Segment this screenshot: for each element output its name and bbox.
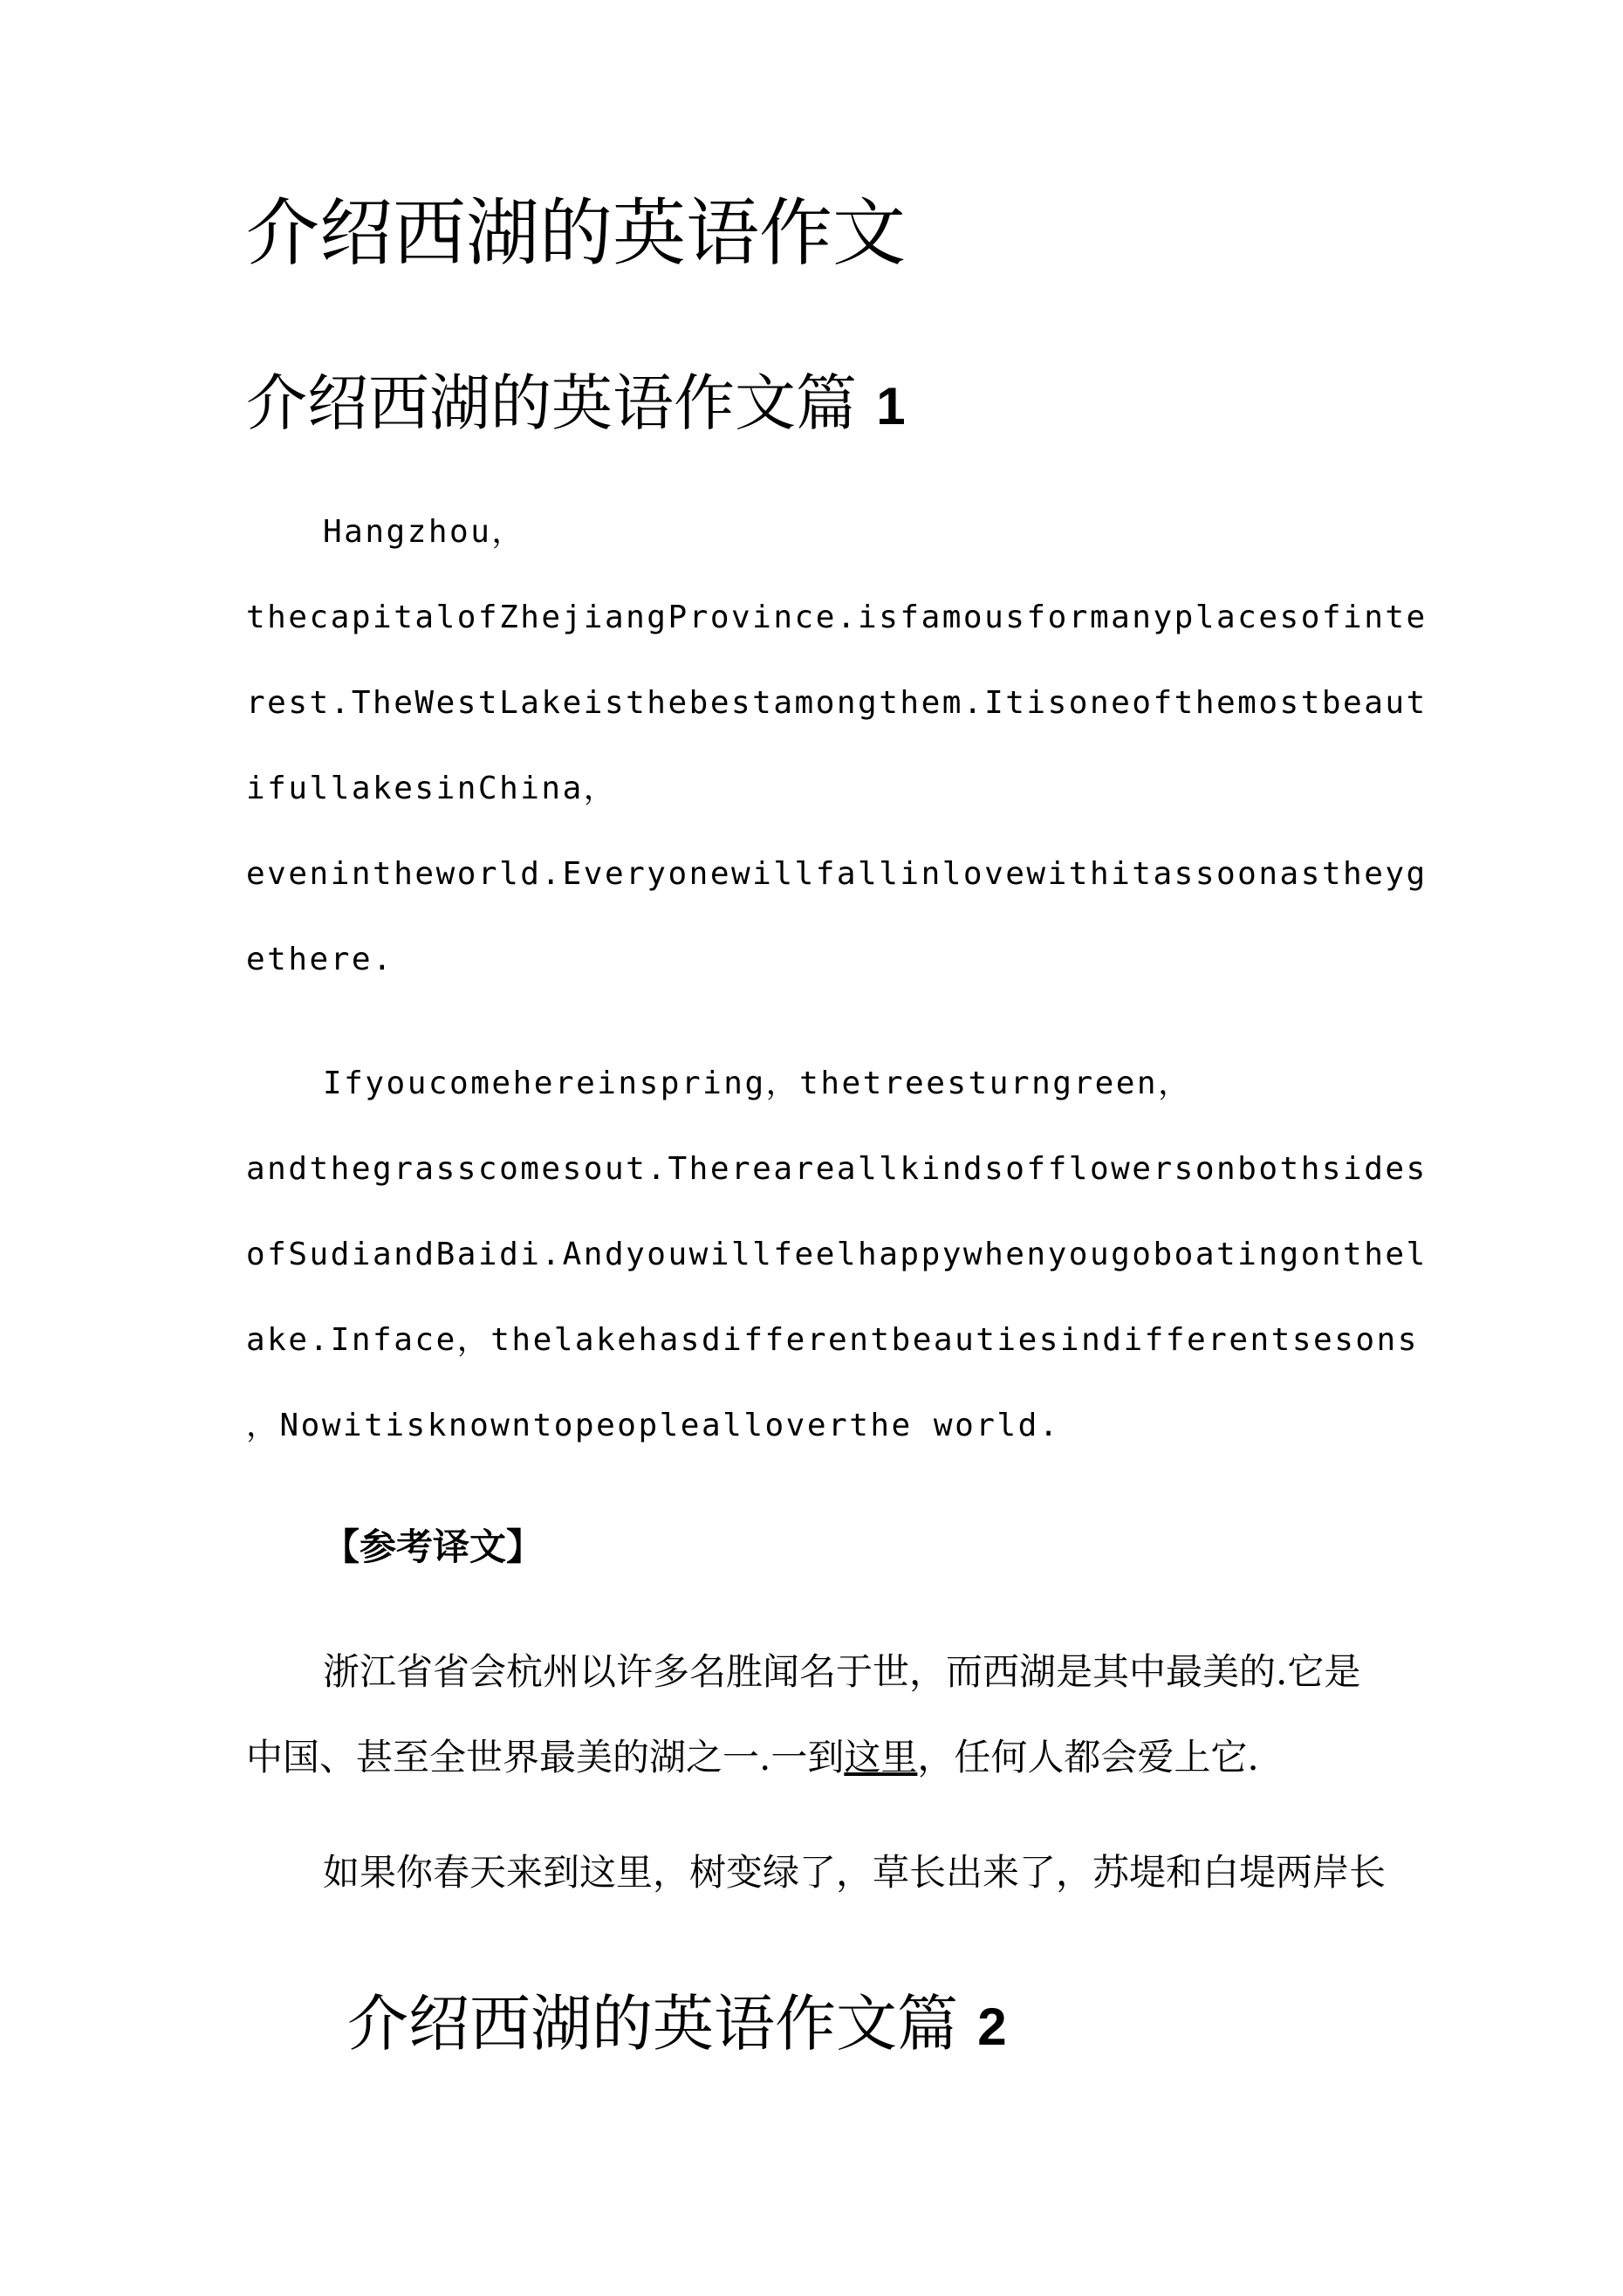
translation-underlined-word: 这里 [844, 1736, 918, 1779]
translation-paragraph-1-line-2 [246, 1733, 1259, 1782]
section-heading-1-number: 1 [876, 377, 906, 435]
english-paragraph-1-line-4: ifullakesinChina， [246, 771, 618, 806]
section-heading-1-text: 介绍西湖的英语作文篇 [246, 367, 857, 439]
section-heading-1 [246, 364, 906, 446]
reference-translation-label: 【参考译文】 [323, 1525, 544, 1568]
english-paragraph-2-line-3: ofSudiandBaidi.Andyouwillfeelhappywhenyougoboatingonthel [246, 1237, 1428, 1272]
english-paragraph-1-line-6: ethere. [246, 942, 394, 977]
translation-paragraph-2-line-1: 如果你春天来到这里，树变绿了，草长出来了，苏堤和白堤两岸长 [323, 1851, 1387, 1894]
section-heading-2-number: 2 [977, 1998, 1007, 2056]
section-heading-2 [347, 1984, 1007, 2066]
english-paragraph-2-line-5: ，Nowitisknowntopeoplealloverthe world. [246, 1408, 1060, 1443]
english-paragraph-1-line-5: evenintheworld.Everyonewillfallinlovewithitassoonastheyg [246, 856, 1428, 892]
english-paragraph-2-line-2: andthegrasscomesout.Thereareallkindsofflowersonbothsides [246, 1151, 1428, 1187]
english-paragraph-1-line-1: Hangzhou， [323, 514, 525, 550]
english-paragraph-1-line-2: thecapitalofZhejiangProvince.isfamousformanyplacesofinte [246, 600, 1428, 635]
english-paragraph-1-line-3: rest.TheWestLakeisthebestamongthem.Itisoneofthemostbeaut [246, 685, 1428, 721]
translation-paragraph-1-line-1: 浙江省省会杭州以许多名胜闻名于世，而西湖是其中最美的.它是 [323, 1650, 1361, 1693]
english-paragraph-2-line-1: Ifyoucomehereinspring，thetreesturngreen， [323, 1066, 1192, 1101]
translation-line-2-start: 中国、甚至全世界最美的湖之一.一到 [246, 1736, 845, 1779]
translation-line-2-end: ，任何人都会爱上它. [917, 1736, 1259, 1779]
section-heading-2-text: 介绍西湖的英语作文篇 [347, 1988, 958, 2060]
english-paragraph-2-line-4: ake.Inface，thelakehasdifferentbeautiesindifferentsesons [246, 1322, 1419, 1358]
document-title: 介绍西湖的英语作文 [246, 190, 907, 276]
